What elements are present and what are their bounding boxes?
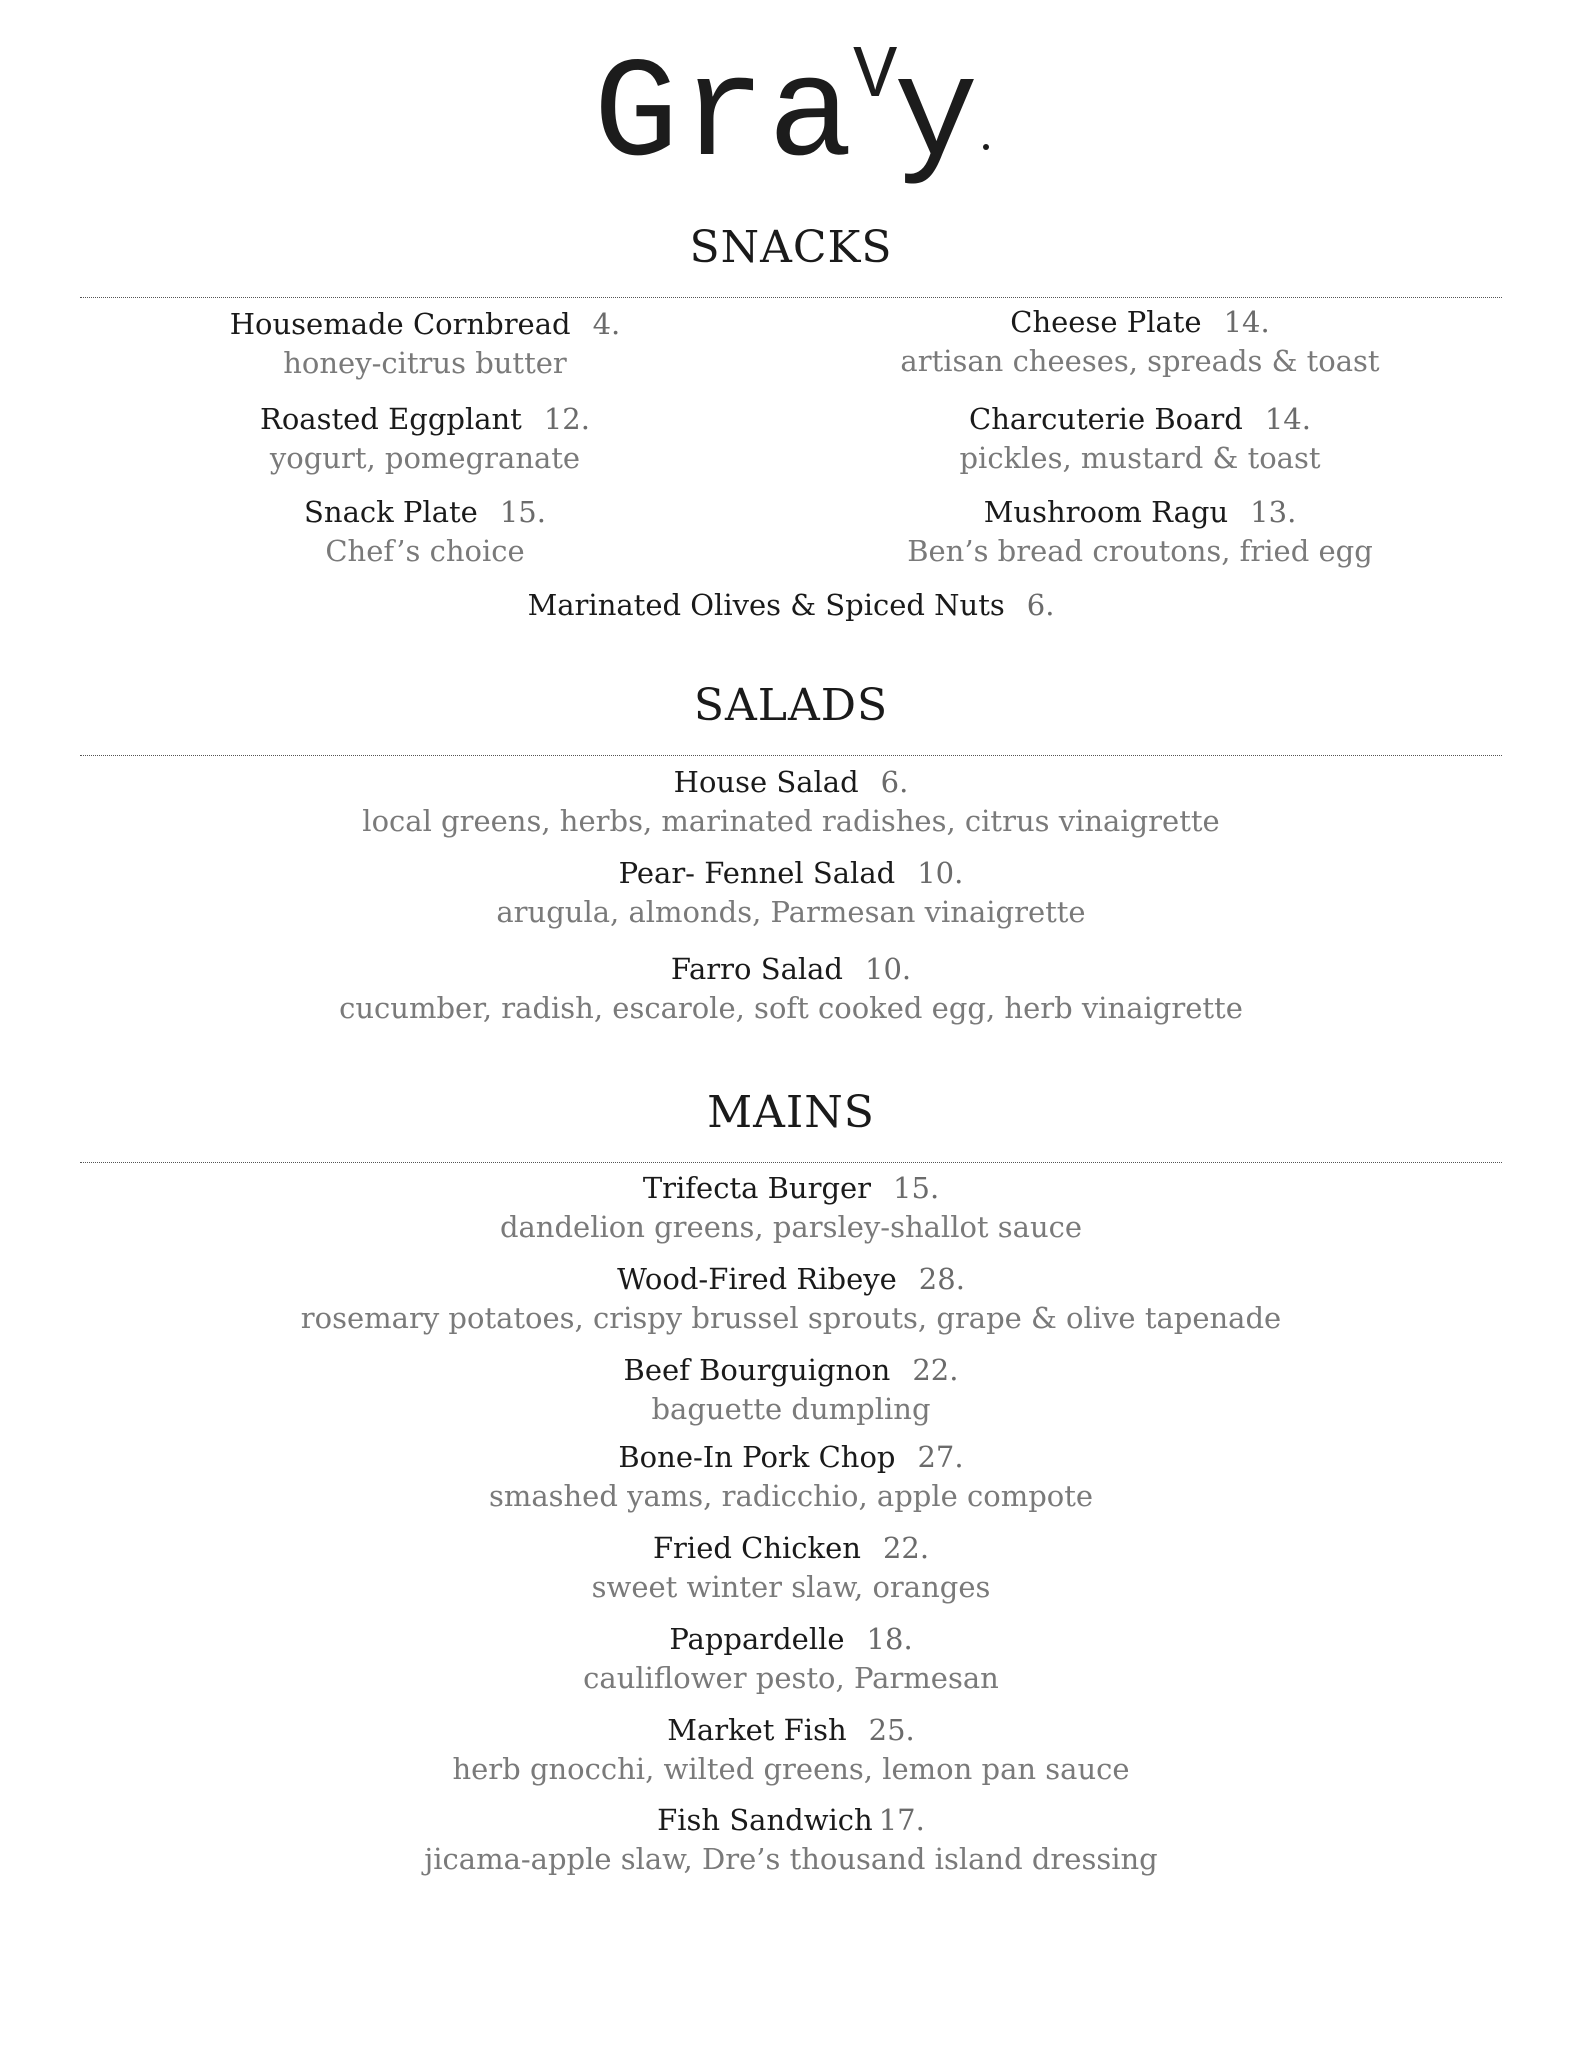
item-description: arugula, almonds, Parmesan vinaigrette xyxy=(496,895,1086,929)
item-price: 22. xyxy=(882,1531,930,1565)
menu-item xyxy=(100,307,750,380)
item-price: 18. xyxy=(866,1622,913,1656)
menu-item xyxy=(0,1713,1582,1786)
salads-title: SALADS xyxy=(693,680,889,731)
menu-item xyxy=(0,1622,1582,1695)
item-price: 10. xyxy=(917,856,964,890)
item-description: rosemary potatoes, crispy brussel sprouts, grape & olive tapenade xyxy=(300,1301,1282,1335)
item-price: 4. xyxy=(592,307,621,341)
item-description: Chef’s choice xyxy=(325,534,525,568)
item-description: artisan cheeses, spreads & toast xyxy=(900,344,1380,378)
menu-item xyxy=(820,402,1460,475)
item-description: baguette dumpling xyxy=(651,1392,931,1426)
item-name: Housemade Cornbread xyxy=(229,307,571,341)
snacks-divider xyxy=(80,297,1502,298)
snacks-title: SNACKS xyxy=(689,222,893,273)
item-name: Roasted Eggplant xyxy=(260,402,522,436)
logo-dot xyxy=(983,144,989,150)
item-name: Snack Plate xyxy=(304,495,478,529)
item-name: Bone-In Pork Chop xyxy=(618,1440,896,1474)
item-name: House Salad xyxy=(673,765,859,799)
item-name: Beef Bourguignon xyxy=(623,1353,891,1387)
logo-text-v: V xyxy=(853,35,900,119)
menu-item xyxy=(0,1531,1582,1604)
item-price: 12. xyxy=(543,402,590,436)
item-price: 27. xyxy=(917,1440,964,1474)
item-name: Fried Chicken xyxy=(652,1531,861,1565)
item-description: pickles, mustard & toast xyxy=(959,441,1321,475)
item-price: 28. xyxy=(918,1262,965,1296)
item-price: 14. xyxy=(1264,402,1311,436)
menu-item xyxy=(0,588,1582,622)
item-name: Pear- Fennel Salad xyxy=(618,856,896,890)
item-price: 6. xyxy=(1026,588,1055,622)
item-description: cucumber, radish, escarole, soft cooked egg, herb vinaigrette xyxy=(339,991,1243,1025)
menu-item xyxy=(820,305,1460,378)
menu-item xyxy=(0,1803,1582,1876)
item-name: Market Fish xyxy=(667,1713,847,1747)
item-description: herb gnocchi, wilted greens, lemon pan sauce xyxy=(452,1752,1130,1786)
menu-item xyxy=(0,765,1582,838)
item-name: Mushroom Ragu xyxy=(983,495,1229,529)
item-price: 17. xyxy=(878,1803,925,1837)
menu-item xyxy=(0,856,1582,929)
item-name: Fish Sandwich xyxy=(657,1803,873,1837)
item-description: sweet winter slaw, oranges xyxy=(591,1570,991,1604)
menu-item xyxy=(0,952,1582,1025)
item-name: Charcuterie Board xyxy=(969,402,1243,436)
item-name: Trifecta Burger xyxy=(642,1171,872,1205)
menu-item xyxy=(820,495,1460,568)
item-price: 13. xyxy=(1250,495,1297,529)
item-price: 10. xyxy=(865,952,912,986)
menu-item xyxy=(0,1262,1582,1335)
menu-item xyxy=(100,495,750,568)
item-description: cauliflower pesto, Parmesan xyxy=(583,1661,999,1695)
item-price: 6. xyxy=(880,765,909,799)
item-price: 14. xyxy=(1223,305,1270,339)
salads-divider xyxy=(80,755,1502,756)
item-name: Pappardelle xyxy=(669,1622,845,1656)
item-description: yogurt, pomegranate xyxy=(269,441,581,475)
item-price: 25. xyxy=(868,1713,915,1747)
mains-title: MAINS xyxy=(707,1087,875,1138)
item-price: 22. xyxy=(912,1353,959,1387)
item-price: 15. xyxy=(893,1171,940,1205)
menu-item xyxy=(100,402,750,475)
mains-divider xyxy=(80,1162,1502,1163)
menu-item xyxy=(0,1353,1582,1426)
item-description: Ben’s bread croutons, fried egg xyxy=(907,534,1373,568)
logo-text-y: y xyxy=(893,36,981,197)
item-name: Farro Salad xyxy=(670,952,843,986)
item-description: smashed yams, radicchio, apple compote xyxy=(488,1479,1094,1513)
item-description: jicama-apple slaw, Dre’s thousand island dressing xyxy=(424,1842,1158,1876)
item-name: Marinated Olives & Spiced Nuts xyxy=(527,588,1005,622)
item-name: Wood-Fired Ribeye xyxy=(617,1262,897,1296)
item-price: 15. xyxy=(499,495,546,529)
item-name: Cheese Plate xyxy=(1010,305,1202,339)
menu-item xyxy=(0,1171,1582,1244)
restaurant-logo xyxy=(0,35,1582,197)
menu-item xyxy=(0,1440,1582,1513)
item-description: honey-citrus butter xyxy=(283,346,567,380)
item-description: local greens, herbs, marinated radishes, citrus vinaigrette xyxy=(362,804,1220,838)
item-description: dandelion greens, parsley-shallot sauce xyxy=(499,1210,1083,1244)
logo-text-gra: Gra xyxy=(593,36,855,197)
